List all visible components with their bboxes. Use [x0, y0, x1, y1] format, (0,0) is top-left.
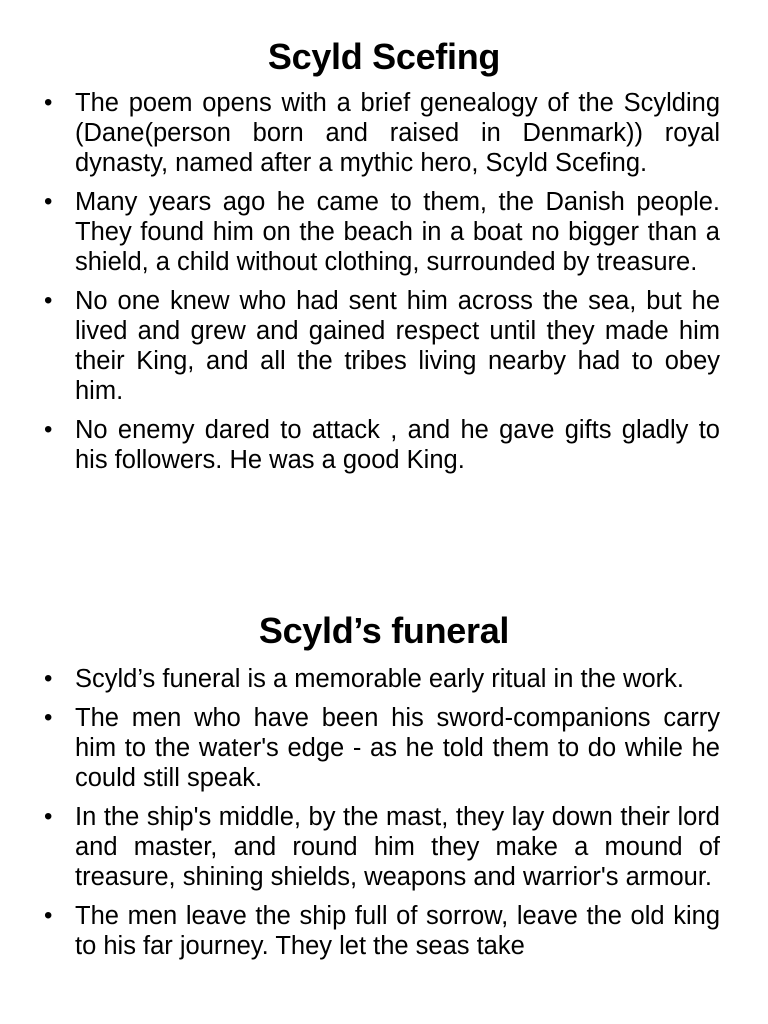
bullet-list-scyld-scefing [44, 88, 720, 484]
bullet-item: • The poem opens with a brief genealogy of the Scylding (Dane(person born and raised in Denmark)) royal dynasty, named after a mythic hero, Scyld Scefing. [44, 88, 720, 178]
bullet-item: • Scyld’s funeral is a memorable early ritual in the work. [44, 664, 720, 694]
section-title-scylds-funeral: Scyld’s funeral [258, 610, 510, 651]
bullet-list-scylds-funeral [44, 664, 720, 970]
bullet-item: • The men leave the ship full of sorrow, leave the old king to his far journey. They let the seas take [44, 901, 720, 961]
bullet-item: • Many years ago he came to them, the Danish people. They found him on the beach in a boat no bigger than a shield, a child without clothing, surrounded by treasure. [44, 187, 720, 277]
bullet-item: • No enemy dared to attack , and he gave gifts gladly to his followers. He was a good King. [44, 415, 720, 475]
section-title-scyld-scefing: Scyld Scefing [267, 36, 501, 77]
bullet-item: • No one knew who had sent him across the sea, but he lived and grew and gained respect until they made him their King, and all the tribes living nearby had to obey him. [44, 286, 720, 406]
bullet-item: • In the ship's middle, by the mast, they lay down their lord and master, and round him they make a mound of treasure, shining shields, weapons and warrior's armour. [44, 802, 720, 892]
bullet-item: • The men who have been his sword-companions carry him to the water's edge - as he told them to do while he could still speak. [44, 703, 720, 793]
